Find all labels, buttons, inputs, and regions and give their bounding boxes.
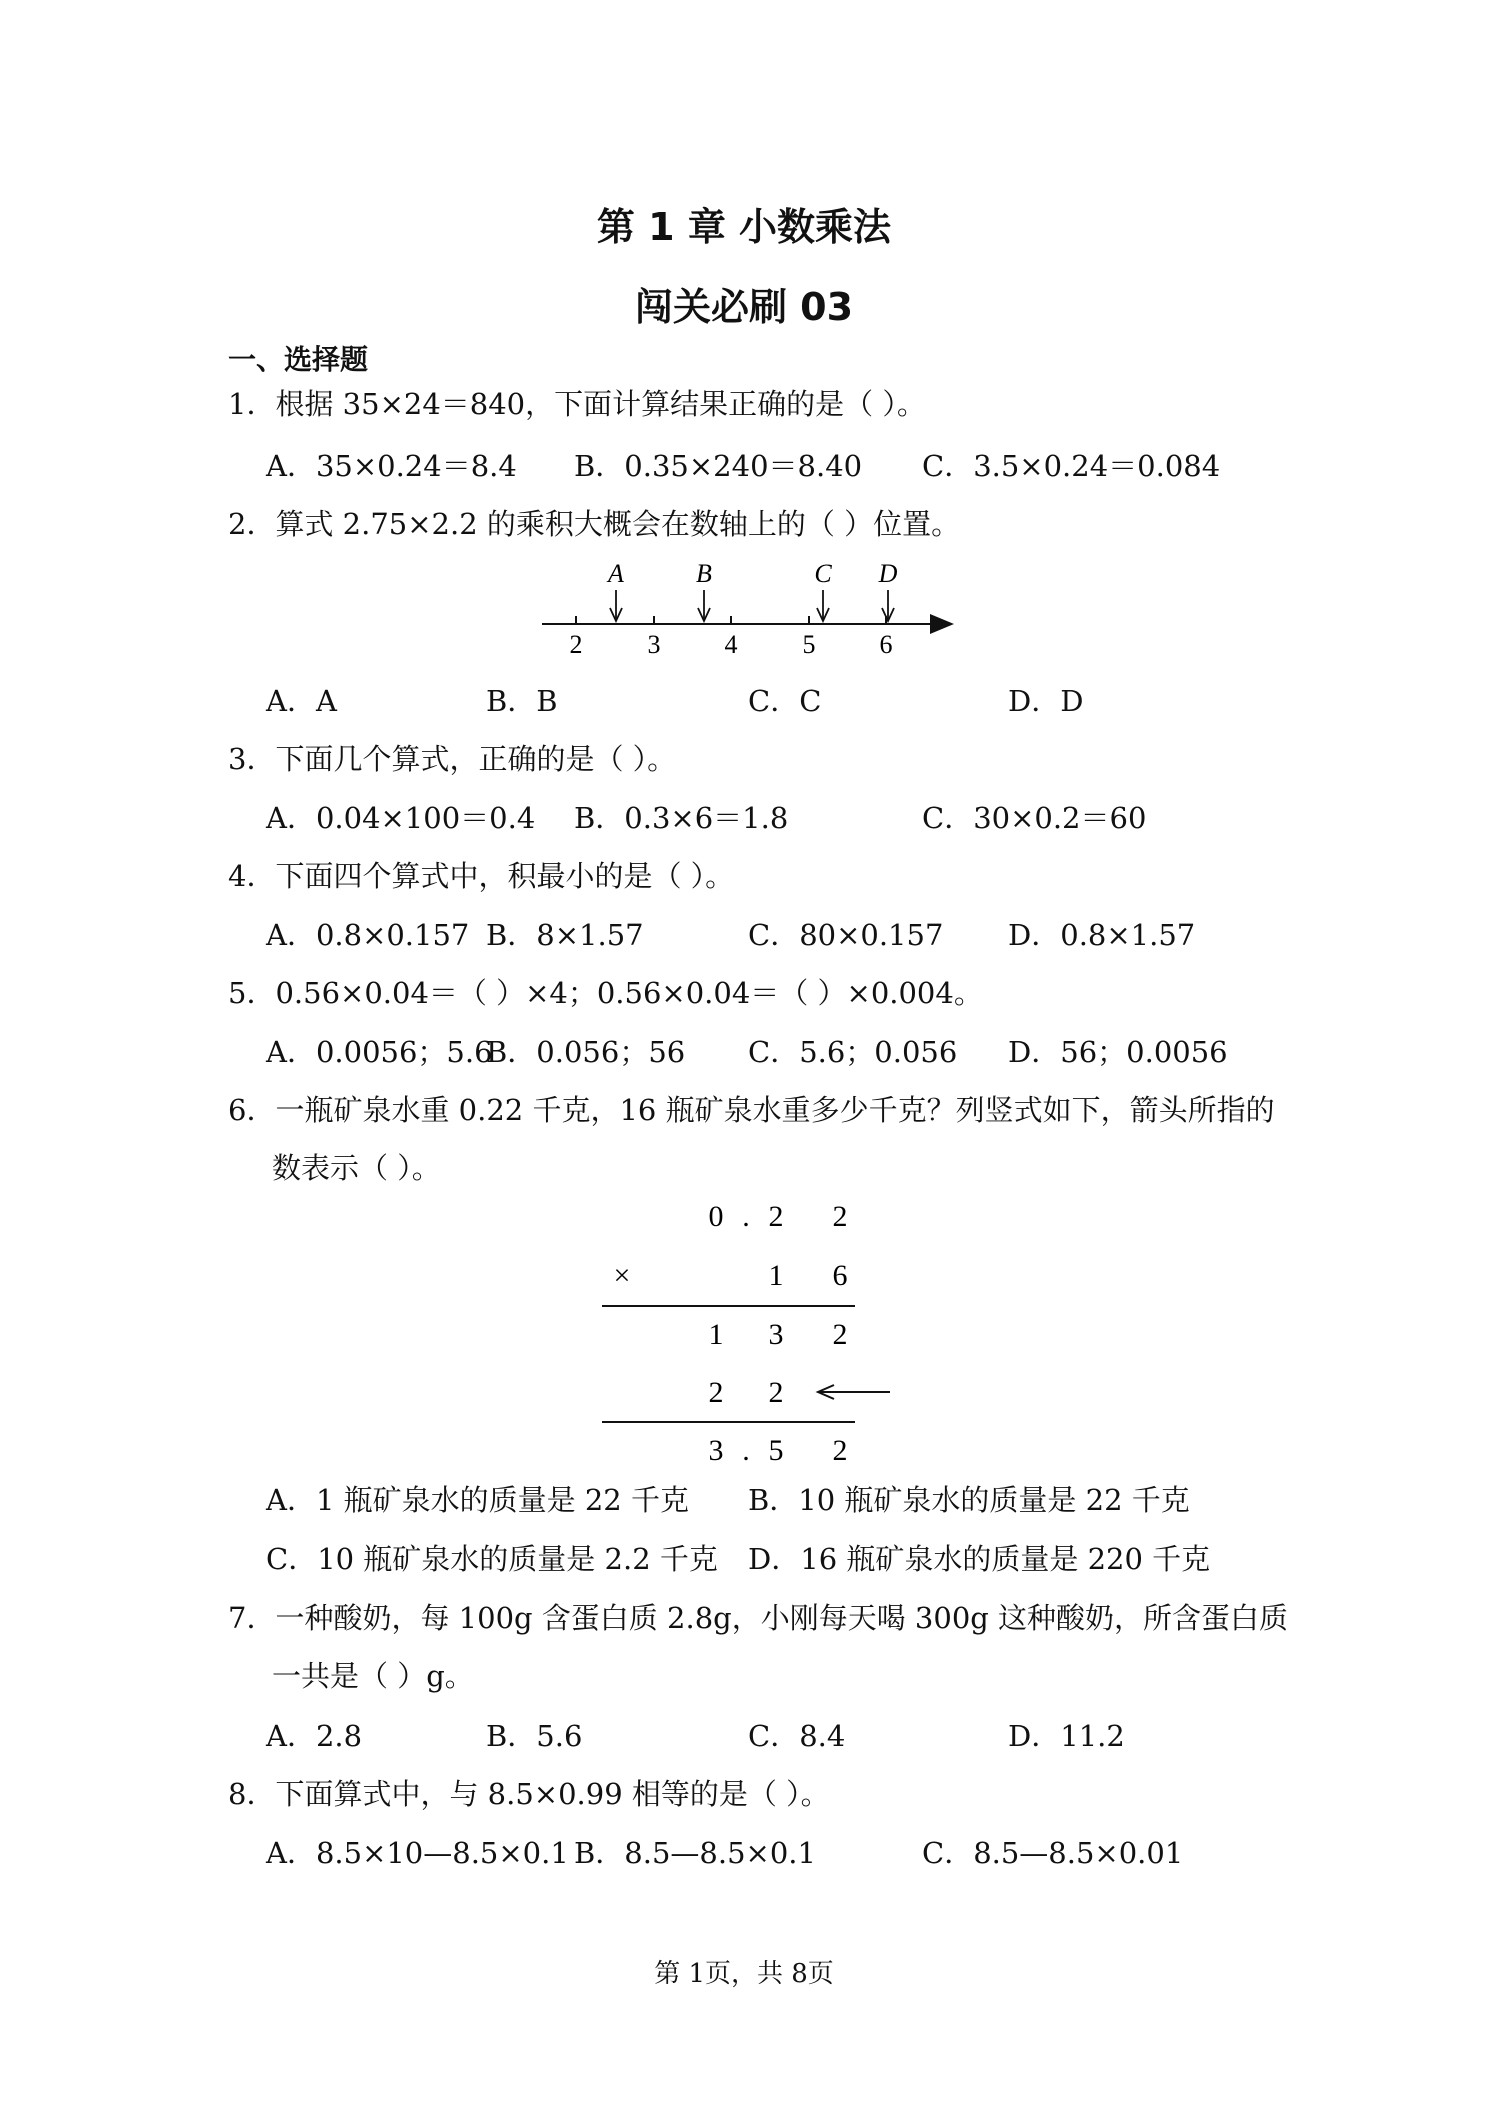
row1-digit-2: 2 xyxy=(768,1200,784,1233)
row1-point: . xyxy=(742,1200,750,1233)
multiply-sign: × xyxy=(613,1259,631,1292)
row3-digit-2: 3 xyxy=(768,1318,784,1351)
q2-option-d: D．D xyxy=(1008,684,1084,718)
row3-digit-1: 1 xyxy=(708,1318,724,1351)
tick-label-3: 3 xyxy=(647,630,661,659)
row1-digit-1: 0 xyxy=(708,1200,724,1233)
q8-option-b: B．8.5—8.5×0.1 xyxy=(574,1836,816,1870)
question-6-continued: 数表示（ ）。 xyxy=(272,1151,441,1185)
q5-option-b: B．0.056；56 xyxy=(486,1035,686,1069)
question-4: 4．下面四个算式中，积最小的是（ ）。 xyxy=(228,859,735,893)
q8-option-a: A．8.5×10—8.5×0.1 xyxy=(266,1836,569,1870)
question-7-continued: 一共是（ ）g。 xyxy=(272,1659,474,1693)
q2-option-b: B．B xyxy=(486,684,558,718)
q4-option-d: D．0.8×1.57 xyxy=(1008,918,1196,952)
question-1: 1．根据 35×24＝840，下面计算结果正确的是（ ）。 xyxy=(228,387,926,421)
section-title: 一、选择题 xyxy=(228,343,369,376)
q4-option-c: C．80×0.157 xyxy=(748,918,944,952)
result-point: . xyxy=(742,1434,750,1467)
row4-digit-2: 2 xyxy=(768,1376,784,1409)
q4-option-a: A．0.8×0.157 xyxy=(266,918,470,952)
result-digit-3: 2 xyxy=(832,1434,848,1467)
tick-label-5: 5 xyxy=(802,630,816,659)
q5-option-a: A．0.0056；5.6 xyxy=(266,1035,493,1069)
tick-label-6: 6 xyxy=(879,630,893,659)
q1-option-b: B．0.35×240＝8.40 xyxy=(574,449,863,483)
question-3: 3．下面几个算式，正确的是（ ）。 xyxy=(228,742,677,776)
row1-digit-3: 2 xyxy=(832,1200,848,1233)
chapter-title: 第 1 章 小数乘法 xyxy=(596,205,892,249)
result-digit-1: 3 xyxy=(708,1434,724,1467)
number-line xyxy=(530,558,970,668)
row4-digit-1: 2 xyxy=(708,1376,724,1409)
pointer-arrow xyxy=(818,1385,890,1399)
q7-option-c: C．8.4 xyxy=(748,1719,846,1753)
question-7: 7．一种酸奶，每 100g 含蛋白质 2.8g，小刚每天喝 300g 这种酸奶，所含蛋白质 xyxy=(228,1601,1289,1635)
q3-option-c: C．30×0.2＝60 xyxy=(922,801,1147,835)
q6-option-d: D．16 瓶矿泉水的质量是 220 千克 xyxy=(748,1542,1211,1576)
question-6: 6．一瓶矿泉水重 0.22 千克，16 瓶矿泉水重多少千克？列竖式如下，箭头所指的 xyxy=(228,1093,1275,1127)
question-2: 2．算式 2.75×2.2 的乘积大概会在数轴上的（ ）位置。 xyxy=(228,507,961,541)
q2-option-c: C．C xyxy=(748,684,822,718)
point-a xyxy=(606,559,624,621)
row2-digit-1: 1 xyxy=(768,1259,784,1292)
tick-label-2: 2 xyxy=(569,630,583,659)
q7-option-a: A．2.8 xyxy=(266,1719,363,1753)
q1-option-c: C．3.5×0.24＝0.084 xyxy=(922,449,1221,483)
q2-option-a: A．A xyxy=(266,684,337,718)
result-digit-2: 5 xyxy=(768,1434,784,1467)
row2-digit-2: 6 xyxy=(832,1259,848,1292)
point-c xyxy=(814,559,832,621)
q6-option-b: B．10 瓶矿泉水的质量是 22 千克 xyxy=(748,1483,1190,1517)
svg-text:B: B xyxy=(696,559,712,588)
q3-option-b: B．0.3×6＝1.8 xyxy=(574,801,789,835)
q5-option-d: D．56；0.0056 xyxy=(1008,1035,1228,1069)
q6-option-a: A．1 瓶矿泉水的质量是 22 千克 xyxy=(266,1483,689,1517)
q3-option-a: A．0.04×100＝0.4 xyxy=(266,801,536,835)
q1-option-a: A．35×0.24＝8.4 xyxy=(266,449,517,483)
point-d xyxy=(878,559,898,621)
page-footer: 第 1页，共 8页 xyxy=(654,1959,834,1989)
q5-option-c: C．5.6；0.056 xyxy=(748,1035,958,1069)
svg-text:A: A xyxy=(608,559,624,588)
tick-label-4: 4 xyxy=(724,630,738,659)
q8-option-c: C．8.5—8.5×0.01 xyxy=(922,1836,1184,1870)
row3-digit-3: 2 xyxy=(832,1318,848,1351)
q6-option-c: C．10 瓶矿泉水的质量是 2.2 千克 xyxy=(266,1542,718,1576)
svg-text:D: D xyxy=(878,559,898,588)
question-5: 5．0.56×0.04＝（ ）×4；0.56×0.04＝（ ）×0.004。 xyxy=(228,976,983,1010)
q7-option-d: D．11.2 xyxy=(1008,1719,1125,1753)
point-b xyxy=(696,559,712,621)
page-subtitle: 闯关必刷 03 xyxy=(634,285,854,329)
q4-option-b: B．8×1.57 xyxy=(486,918,644,952)
vertical-multiplication xyxy=(590,1190,910,1470)
q7-option-b: B．5.6 xyxy=(486,1719,583,1753)
question-8: 8．下面算式中，与 8.5×0.99 相等的是（ ）。 xyxy=(228,1777,830,1811)
svg-text:C: C xyxy=(814,559,832,588)
